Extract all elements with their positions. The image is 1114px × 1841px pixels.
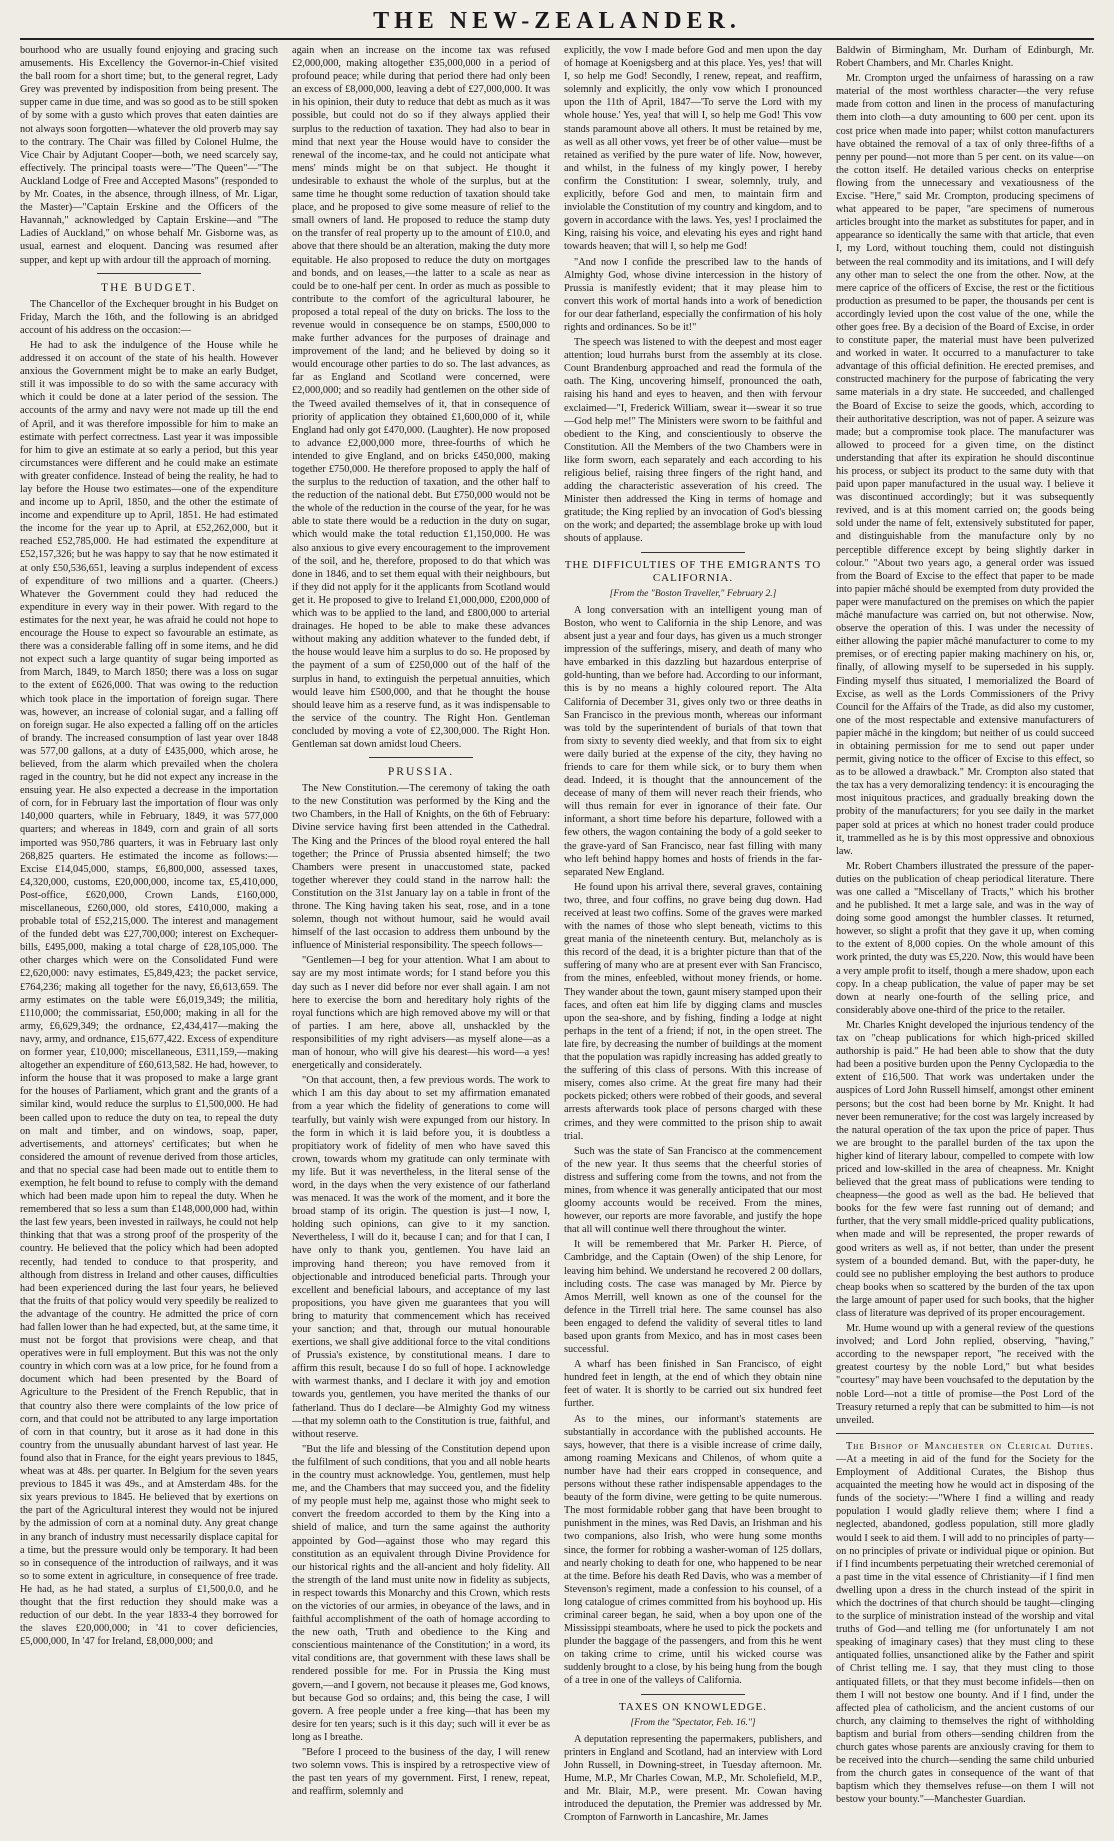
ball-report-paragraph: bourhood who are usually found enjoying and gracing such amusements. His Excellency the Governor-in-Chief visited the ball room for a short time; but, to the general regret, Lady Grey was prevented by indisposition from being present. The supper came in due time, and was so good as to be still spoken of by some with a gusto which proves that eaten dainties are not always soon forgotten—whatever the old proverb may say to the contrary. The Chair was filled by Colonel Hulme, the Vice Chair by Adjutant Cooper—both, we need scarcely say, effectively. The principal toasts were—"The Queen"—"The Auckland Lodge of Free and Accepted Masons" (responded to by Mr. Coates, in the absence, through illness, of Mr. Ligar, the Master)—"Captain Erskine and the Officers of the Havannah," acknowledged by Captain Erskine—and "The Ladies of Auckland," on whose behalf Mr. Gisborne was, as usual, earnest and eloquent. Dancing was resumed after supper, and kept up with ardour till the approach of morning. xyxy=(20,45,278,266)
emigrants-paragraph: He found upon his arrival there, several graves, containing two, three, and four coffins, no grave being dug down. Had received at least two coffins. Some of the graves were marked with the names of those who slept beneath, victims to this great mania of the nineteenth century. But, melancholy as is this record of the dead, it is a brighter picture than that of the suffering of many who are at present ever with San Francisco, from the mines, enfeebled, without money friends, or home. They wander about the town, gaunt misery stamped upon their faces, and often eat him life by digging clams and muscles upon the sea-shore, and by fishing, finding a lodge at night perhaps in the tent of a friend; if not, in the open street. The late fire, by decreasing the number of buildings at the moment that the population was rapidly increasing has added greatly to the suffering of this class of persons. With this increase of misery, comes also crime. At the great fire many had their pockets picked; others were robbed of their goods, and several arrests afterwards took place of persons charged with these crimes, and they were committed to the prison ship to await trial. xyxy=(564,881,822,1142)
prussia-paragraph: "Gentlemen—I beg for your attention. What I am about to say are my most intimate words; for I stand before you this day such as I never did before nor ever shall again. I am not here to exercise the born and hereditary holy rights of the royal functions which are high removed above my will or that of parties. I am here, above all, unshackled by the responsibilities of my right advisers—as myself alone—as a man of honour, who will give his dearest—his word—a yes! energetically and considerately. xyxy=(292,955,550,1072)
emigrants-paragraph: Such was the state of San Francisco at the commencement of the new year. It thus seems that the cheerful stories of distress and suffering come from the towns, and not from the mines, from whence it was generally anticipated that our most gloomy accounts would be received. From the mines, however, our reports are more favorable, and justify the hope that all will continue well there throughout the winter. xyxy=(564,1145,822,1236)
emigrants-source: [From the "Boston Traveller," February 2.] xyxy=(609,587,777,599)
column-4 xyxy=(836,44,1094,1834)
bishop-heading: The Bishop of Manchester on Clerical Duties. xyxy=(846,1440,1094,1452)
taxes-continued-paragraph: Mr. Robert Chambers illustrated the pressure of the paper-duties on the publication of cheap periodical literature. There was one called a "Miscellany of Tracts," which his brother and he published. It met a large sale, and was in the way of doing some good amongst the humbler classes. It returned, however, so slight a profit that they gave it up, when coming to the extent of 8,000 copies. On the whole amount of this work printed, the duty was £5,220. Now, this would have been a very ample profit to itself, though a mere shadow, upon each copy. In a cheap publication, the value of paper may be set down at nearly one-fourth of the selling price, and considerably above one-third of the price to the retailer. xyxy=(836,860,1094,1016)
budget-heading: THE BUDGET. xyxy=(101,281,197,294)
prussia-paragraph: "But the life and blessing of the Constitution depend upon the fulfilment of such conditions, that you and all noble hearts in the country must acknowledge. You, gentlemen, must help me, and the Chambers that may succeed you, and the fidelity of my people must help me, against those who might seek to convert the freedom accorded to them by the King into a shield of malice, and turn the same against the authority appointed by God—against those who may regard this constitution as an equivalent through Divine Providence for our historical rights and the all-ancient and holy fidelity. All the strength of the land must unite now in fidelity as subjects, in respect towards this Monarchy and this Crown, which rests on the victories of our armies, in obeyance of the laws, and in faithful accomplishment of the oath of homage according to the new oath, 'Truth and obedience to the King and conscientious maintenance of the Constitution;' in a word, its vital conditions are, that government with these laws shall be rendered possible for me. For in Prussia the King must govern,—and I govern, not because it pleases me, God knows, but because God so ordains; and, this being the case, I will govern. A free people under a free king—that has been my desire for ten years; such is it this day; such will it ever be as long as I breathe. xyxy=(292,1443,550,1743)
masthead-title: THE NEW-ZEALANDER. xyxy=(373,8,741,34)
budget-paragraph: The Chancellor of the Exchequer brought in his Budget on Friday, March the 16th, and the following is an abridged account of his address on the occasion:— xyxy=(20,298,278,336)
section-divider xyxy=(369,757,472,758)
taxes-continued-paragraph: Mr. Crompton urged the unfairness of harassing on a raw material of the most worthless character—the very refuse made from cotton and linen in the process of manufacturing them into cloth—a duty amounting to 600 per cent. upon its cost price when made into paper; whilst cotton manufacturers have obtained the removal of a tax of only three-fifths of a penny per pound—not more than 5 per cent. on its value—on the cotton itself. He detailed various checks on enterprise flowing from the unnecessary and vexatiousness of the Excise. "Here," said Mr. Crompton, producing specimens of what appeared to be paper, "are specimens of numerous articles brought into the market as substitutes for paper, and in appearance so identically the same with that article, that even I, my Lord, without touching them, could not distinguish between the real commodity and its imitations, and I will defy any other man to select the one from the other. Now, at the mere caprice of the officers of Excise, the rest or the fictitious production as presumed to be paper, the thousands per cent is accordingly levied upon the cost value of the one, while the other goes free. By a decision of the Board of Excise, in order to constitute paper, the material must have been pulverized and worked in water. It occurred to a manufacturer to take advantage of this official definition. He erected premises, and constructed machinery for the purpose of fabricating the very same materials in a dry state. He succeeded, and challenged the Board of Excise to seize the goods, which, according to their authoritative description, was not of paper. A seizure was made; but a compromise took place. The manufacturer was allowed to proceed for a given time, on the distinct understanding that after its expiration he should discontinue his process, or subject its product to the same duty with that paid upon paper manufactured in the usual way. I believe it was discontinued accordingly; but it was subsequently revived, and is at this moment carried on; the goods being sold under the name of felt, extensively substituted for paper, and distinguishable from the manufacture only by no perceptible difference except by being slightly darker in colour." "About two years ago, a general order was issued from the Board of Excise to the effect that paper to be made into papier mâché should be exempted from duty provided the paper were manufactured on the premises on which the papier mâché manufacture was carried on, but not otherwise. Now, observe the operation of this. I was under the necessity of either allowing the papier mâché manufacturer to come to my premises, or of erecting papier making machinery on his, or, finally, of allowing myself to be superseded in his supply. Finding myself thus situated, I memorialized the Board of Excise, as well as the Lords Commissioners of the Privy Council for the Affairs of the Trade, as did also my customer, one of the most respectable and extensive manufacturers of papier mâché in the kingdom; but neither of us could succeed in obtaining permission for me to send out paper under permit, giving notice to the officer of Excise to this effect, so as to be allowed a drawback." Mr. Crompton also stated that the tax has a very demoralizing tendency: it is encouraging the most iniquitous practices, and gradually breaking down the probity of the manufacturers; for you see daily in the market paper sold at prices at which no honest trader could produce it, trammelled as he is by this most oppressive and obnoxious law. xyxy=(836,73,1094,857)
taxes-source: [From the "Spectator, Feb. 16."] xyxy=(630,1716,756,1728)
column-2 xyxy=(292,44,550,1834)
section-divider xyxy=(97,273,200,274)
taxes-heading: TAXES ON KNOWLEDGE. xyxy=(619,1700,767,1713)
prussia-heading: PRUSSIA. xyxy=(387,766,455,779)
emigrants-paragraph: As to the mines, our informant's statements are substantially in accordance with the published accounts. He says, however, that there is a visible increase of crime daily, among roaming Mexicans and Chilenos, of whom quite a number have had their ears cropped in consequence, and persons without these rather indispensable appendages to the beauty of the form divine, were getting to be quite numerous. The most formidable robber gang that have been brought to punishment in the mines, was Red Davis, an Irishman and his two companions, also Irish, who were hung some months since, the former for robbing a washer-woman of 125 dollars, and nearly choking to death for one, who happened to be near at the time. Before his death Red Davis, who was a member of Stevenson's regiment, made a confession to his counsel, of a long catalogue of crimes committed from his boyhood up. His criminal career began, he said, when a boy upon one of the Mississippi steamboats, where he used to pick the pockets and plunder the baggage of the passengers, and from this he went on taking crime to crime, until his wicked course was suddenly brought to a close, by his being hung from the bough of a tree in one of the valleys of California. xyxy=(564,1413,822,1687)
prussia-continued-paragraph: The speech was listened to with the deepest and most eager attention; loud hurrahs burst from the assembly at its close. Count Brandenburg approached and read the formula of the oath. The King, uncovering himself, pronounced the oath, raising his hand and eyes to heaven, and then with fervour exclaimed—"I, Frederick William, swear it—swear it so true—God help me!" The Ministers were sworn to be faithful and obedient to the King, and conscientiously to observe the Constitution. All the Members of the two Chambers were in like form sworn, each separately and each according to his religious belief, raising three fingers of the right hand, and adding the characteristic asseveration of his creed. The Minister then addressed the King in terms of homage and gratitude; the King replied by an invocation of God's blessing on the work; and departed; the assemblage broke up with loud shouts of applause. xyxy=(564,337,822,545)
masthead-rule xyxy=(20,38,1094,40)
emigrants-heading: THE DIFFICULTIES OF THE EMIGRANTS TO CALIFORNIA. xyxy=(564,558,822,584)
prussia-paragraph: "On that account, then, a few previous words. The work to which I am this day about to set my affirmation emanated from a year which the fidelity of generations to come will tearfully, but vainly wish were expunged from our history. In the form in which it is laid before you, it is doubtless a propitiatory work of fidelity of men who have saved this crown, towards whom my gratitude can only terminate with my life. But it was nevertheless, in the literal sense of the word, in the days when the very existence of our fatherland was menaced. It was the work of the moment, and it bore the broad stamp of its origin. The question is just—I now, I, holding such opinions, can give to it my sanction. Nevertheless, I will do it, because I can; and for that I can, I have only to thank you, gentlemen. You have laid an improving hand thereon; you have removed from it objectionable and introduced beneficial parts. Through your excellent and beneficial labours, and acceptance of my last propositions, you have given me guarantees that you will bring to maturity that commencement which has received your sanction; and that, through our mutual honourable exertions, we shall give additional force to the vital conditions of Prussia's existence, by constitutional means. I dare to affirm this result, because I do so full of hope. I acknowledge with warmest thanks, and I declare it with joy and emotion towards you, gentlemen, you have merited the thanks of our fatherland. Thus do I declare—be Almighty God my witness—that my solemn oath to the Constitution is true, faithful, and without reserve. xyxy=(292,1075,550,1440)
taxes-paragraph: A deputation representing the papermakers, publishers, and printers in England and Scotland, had an interview with Lord John Russell, in Downing-street, in Tuesday afternoon. Mr. Hume, M.P., Mr Charles Cowan, M.P., Mr. Scholefield, M.P., and Mr. Blair, M.P., were present. Mr. Cowan having introduced the deputation, the Premier was addressed by Mr. Crompton of Farnworth in Lancashire, Mr. James xyxy=(564,1733,822,1824)
section-divider xyxy=(641,1694,744,1695)
emigrants-paragraph: It will be remembered that Mr. Parker H. Pierce, of Cambridge, and the Captain (Owen) of the ship Lenore, for leaving him behind. We understand he recovered 2 00 dollars, including costs. The case was managed by Mr. Pierce by Amos Merrill, well known as one of the counsel for the defence in the Tirrell trial here. The same counsel has also been engaged to defend the validity of several titles to land based upon grants from Mexico, and has in most cases been successful. xyxy=(564,1239,822,1356)
bishop-paragraph xyxy=(836,1440,1094,1807)
budget-paragraph: He had to ask the indulgence of the House while he addressed it on account of the state of his health. However anxious the Government might be to make an early Budget, still it was impossible to do so with the same accuracy with which it could be done at a later period of the session. The accounts of the army and navy were not made up till the end of April, and it was therefore impossible for him to make an estimate with perfect correctness. Last year it was impossible for him to give an estimate at so early a period, but this year circumstances were different and he could make an estimate with greater confidence. Instead of being the reality, he had to lay before the House two estimates—one of the expenditure and income up to April, 1850, and the other the estimate of income and expenditure up to April, 1851. He had estimated the income for the year up to April, at £52,262,000, but it reached £52,785,000. He had estimated the expenditure at £52,157,326; but he was happy to say that he now estimated it at only £50,536,651, leaving a surplus independent of excess of expenditure of two millions and a quarter. (Cheers.) Whatever the Government could they had reduced the expenditure in every way in their power. With regard to the estimates for the next year, he was afraid he could not hope to encourage the House to expect so favourable an estimate, as there was a considerable falling off in some items, and he did not expect such a large quantity of sugar being imported as from March, 1849, to March 1850; there was a loss on sugar to the extent of £626,000. That was owing to the reduction which took place in the importation of foreign sugar. There was, however, an increase of colonial sugar, and a falling off on foreign sugar. He also expected a falling off on the articles of brandy. The increased consumption of last year over 1848 was 577,00 gallons, at a duty of £435,000, which arose, he believed, from the alarm which prevailed when the cholera raged in the country, but he did not expect any increase in the ensuing year. He also expected a decrease in the importation of corn, for in February last the importation of flour was only 140,000 quarters, while in February, 1849, it was 577,000 quarters; and whereas in 1849, corn and grain of all sorts imported was 950,786 quarters, it was in February last only 268,825 quarters. He estimated the income as follows:—Excise £14,045,000, stamps, £6,800,000, assessed taxes, £4,320,000, customs, £20,000,000, income tax, £5,410,000, Post-office, £620,000, Crown Lands, £160,000, miscellaneous, £260,000, old stores, £410,000, making a probable total of £52,215,000. The interest and management of the funded debt was £27,700,000; interest on Exchequer-bills, £495,000, making a total charge of £28,105,000. The other charges which were on the Consolidated Fund were £2,620,000: navy estimates, £5,849,423; the packet service, £764,236; making all together for the navy, £6,613,659. The army estimates on the table were £6,019,349; the militia, £110,000; the commissariat, £50,000; making in all for the army, £6,629,349; the ordnance, £2,434,417—making the navy, army, and ordnance, £15,677,422. Excess of expenditure on former year, £10,000; miscellaneous, £311,159,—making altogether an expenditure of £60,613,582. He had, however, to inform the house that it was proposed to make a large grant for the houses of Parliament, which grant and the grants of a similar kind, would reduce the surplus to £1,500,000. He had been called upon to reduce the duty on tea, to repeal the duty on malt and timber, and on windows, soap, paper, advertisements, and attorneys' certificates; but when he considered the amount of revenue derived from those articles, and that no special case had been made out to entitle them to exemption, he felt bound to refuse to comply with the demand which had been made upon him to repeal the duty. When he remembered that so less a sum than £148,000,000 had, within the last few years, been invested in railways, he could not help thinking that that was a strong proof of the prosperity of the country. He believed that the policy which had been adopted recently, had tended to conduce to that prosperity, and although from distress in Ireland and other causes, difficulties had been experienced during the last four years, he believed that the fruits of that policy would very speedily be realized to the advantage of the country. He admitted the price of corn had fallen lower than he had expected, but, at the same time, it must not be forgot that provisions were cheap, and that operatives were in full employment. But this was not the only country in which corn was at a low price, for he found from a document which had been presented by the Board of Agriculture to the President of the French Republic, that in that country also there were complaints of the low price of corn, and that could not be attributed to any large importation of corn in that country, but it arose as it had done in this country from the unusually abundant harvest of last year. He found also that in France, for the eight years previous to 1845, wheat was at 48s. per quarter. In Belgium for the seven years previous to 1845 it was 49s., and at Amsterdam 48s. for the six years previous to 1845. He believed that by exertions on the part of the Agricultural interest they would not be injured by the admission of corn at a nominal duty. Any great change in any branch of industry must necessarily displace capital for a time, but the pressure would only be temporary. It had been so in consequence of the introduction of railways, and it was so to some extent in agriculture, in consequence of free trade. He had, as he had stated, a surplus of £1,500,0.0, and he thought that the first reduction they should make was a reduction of our debt. In the year 1833-4 they borrowed for the slaves £20,000,000; in '41 to cover deficiencies, £5,000,000, In '47 for Ireland, £8,000,000; and xyxy=(20,339,278,1648)
prussia-continued-paragraph: explicitly, the vow I made before God and men upon the day of homage at Koenigsberg and at this place. Yes, yes! that will I, so help me God! Secondly, I renew, repeat, and reaffirm, solemnly and explicitly, the only vow which I pronounced upon the 11th of April, 1847—'To serve the Lord with my whole house.' Yes, yea! that will I, so help me God! This vow stands paramount above all others. It must be retained by me, as well as all other vows, yet freer be of other value—must be retained as verified by the pure water of life. Now, however, and whilst, in the fulness of my kingly power, I hereby confirm the Constitution: I swear, solemnly, truly, and explicitly, before God and men, to maintain firm and inviolable the Constitution of my country and kingdom, and to govern in accordance with the laws. Yes, yes! I proclaimed the King, raising his voice, and elevating his eyes and right hand towards heaven; that will I, so help me God! xyxy=(564,45,822,253)
columns xyxy=(20,44,1094,1834)
section-divider xyxy=(836,1433,1094,1434)
prussia-paragraph: The New Constitution.—The ceremony of taking the oath to the new Constitution was performed by the King and the two Chambers, in the Hall of Knights, on the 6th of February: Divine service having first been attended in the Cathedral. The King and the Princes of the blood royal entered the hall together; the Prince of Prussia absented himself; the two Chambers were present in unaccustomed state, packed together wherever they could stand in the narrow hall: the Constitution on the 31st January lay on a table in front of the throne. The King having taken his seat, rose, and in a tone solemn, though not without humour, said he would avail himself of the last occasion to address them unbound by the influence of Ministerial responsibility. The speech follows— xyxy=(292,783,550,952)
section-divider xyxy=(641,552,744,553)
bishop-text: —At a meeting in aid of the fund for the Society for the Employment of Additional Curates, the Bishop thus acquainted the meeting how he would act in disposing of the funds of the society:—"Where I find a willing and ready population I would gladly relieve them; where I find a neglected, abandoned, godless population, still more gladly would I seek to aid them. I will add to no principles of party—on no principles of private or individual pique or opinion. But if I find incumbents perpetuating their wretched ceremonial of a past time in the vital essence of Christianity—if I find men dwelling upon a dress in the church instead of the spirit in which the doctrines of that church should be taught—clinging to the surplice of ministration instead of the worship and vital truths of God—and telling me (for unfortunately I am not speaking of imaginary cases) that they must cling to these antiquated follies, unsanctioned alike by the Father and spirit of Christ telling me. I say, that they must cling to those antiquated fillets, or that they must become infidels—then on them I will not bestow one bounty. And if I find, under the affected plea of catholicism, and the ancient customs of our church, any claiming to themselves the right of withholding baptism and burial from others—sending children from the church gates whose parents are anxiously craving for them to be received into the church—sending the same child unburied from the church gates in consequence of the want of that baptism which they themselves refuse—on them I will not bestow your bounty."—Manchester Guardian. xyxy=(836,1453,1094,1806)
column-1 xyxy=(20,44,278,1834)
taxes-continued-paragraph: Mr. Charles Knight developed the injurious tendency of the tax on "cheap publications for which high-priced skilled authorship is paid." He had been able to show that the duty had been a positive burden upon the Penny Cyclopædia to the extent of £16,500. That work was undertaken under the auspices of Lord John Russell himself, amongst other eminent persons; but the cost had been borne by Mr. Knight. It had never been remunerative; for the cost was largely increased by the natural operation of the tax upon the price of paper. Thus we are brought to the parallel burden of the tax upon the higher kind of literary labour, compelled to compete with low priced and low-skilled in the area of cheapness. Mr. Knight believed that the great mass of publications were tending to cheapness—the good as well as the bad. He believed that books for the few were fast running out of demand; and further, that the very small middle-priced quality publications, when made and will be represented, the proper rewards of good writers as well as, if not better, than under the present system of a bounded demand. But, with the paper-duty, he could see no publisher employing the best authors to produce cheap books when so scattered by the burden of the tax upon the large amount of paper used for such books, that the higher class of literature was deprived of its proper encouragement. xyxy=(836,1019,1094,1319)
emigrants-paragraph: A long conversation with an intelligent young man of Boston, who went to California in the ship Lenore, and was absent just a year and four days, has given us a much stronger impression of the sufferings, misery, and death of many who have embarked in this dazzling but hazardous enterprise of gold-hunting, than we before had. According to our informant, this is by no means a highly coloured report. The Alta California of December 31, gives only two or three deaths in San Francisco in the previous month, whereas our informant was told by the superintendent of burials of that town that from sixty to seventy died weekly, and that from six to eight were daily buried at the expense of the city, they having no friends to care for them while sick, or to bury them when dead. Indeed, it is thought that the announcement of the decease of many of them will never reach their friends, who will thus remain for ever in ignorance of their fate. Our informant, a short time before his departure, followed with a few others, the wagon containing the body of a gold seeker to the grave-yard of San Francisco, near fast filling with many who left behind happy homes and hosts of friends in the far-separated New England. xyxy=(564,604,822,878)
taxes-continued-paragraph: Mr. Hume wound up with a general review of the questions involved; and Lord John replied, observing, "having," according to the newspaper report, "he received with the greatest courtesy by the noble Lord," but what besides "courtesy" may have been vouchsafed to the deputation by the noble Lord—not a tittle of promise—the Post Lord of the Treasury returned a reply that can be submitted to him—is not unveiled. xyxy=(836,1323,1094,1426)
taxes-continued-paragraph: Baldwin of Birmingham, Mr. Durham of Edinburgh, Mr. Robert Chambers, and Mr. Charles Knight. xyxy=(836,45,1094,70)
prussia-continued-paragraph: "And now I confide the prescribed law to the hands of Almighty God, whose divine intercession in the history of Prussia is manifestly evident; that it may please him to convert this work of mortal hands into a work of benediction for our dear fatherland, especially the confirmation of his holy rights and ordinances. So be it!" xyxy=(564,256,822,333)
prussia-paragraph: "Before I proceed to the business of the day, I will renew two solemn vows. This is inspired by a retrospective view of the past ten years of my government. First, I renew, repeat, and reaffirm, solemnly and xyxy=(292,1747,550,1798)
emigrants-paragraph: A wharf has been finished in San Francisco, of eight hundred feet in length, at the end of which they obtain nine feet of water. It is shortly to be carried out six hundred feet further. xyxy=(564,1359,822,1410)
column-3 xyxy=(564,44,822,1834)
budget-continued-paragraph: again when an increase on the income tax was refused £2,000,000, making altogether £35,000,000 in a period of profound peace; while during that period there had only been an excess of £8,000,000, leaving a debt of £27,000,000. It was in his opinion, their duty to reduce that debt as much as it was possible, but could not do so if they always applied their surplus to the reduction of taxation. They had also to bear in mind that next year the House would have to consider the renewal of the income-tax, and he could not anticipate what mens' minds might be on that subject. He thought it undesirable to exhaust the whole of the surplus, but at the same time he thought some reduction of taxation should take place, and he proposed to give some measure of relief to the small owners of land. He proposed to reduce the stamp duty on the transfer of real property up to the amount of £10.0, and above that there should be an alteration, making the duty more equitable. He also proposed to reduce the duty on mortgages and bonds, and on leases,—the latter to a scale as near as could be to one-half per cent. In order as much as possible to contribute to the comfort of the agricultural labourer, he proposed a total repeal of the duty on bricks. The loss to the revenue would in consequence be on stamps, £500,000 to make further advances for the purposes of drainage and improvement of the land; and he believed by doing so it would encourage other parties to do so. The last advances, as far as England and Scotland were concerned, were £2,000,000; and so readily had gentlemen on the other side of the Tweed availed themselves of it, that in consequence of priority of application they obtained £1,600,000 of it, while England had only got £470,000. (Laughter). He now proposed to advance £2,000,000 more, three-fourths of which he intended to give England, and on bricks £450,000, making together £750,000. He therefore proposed to apply the half of the surplus to the reduction of taxation, and the other half to the reduction of the national debt. But £750,000 would not be the whole of the reduction in the course of the year, for he was able to state there would be a reduction in the duty on sugar, which would make the total reduction £1,150,000. He was also anxious to give every encouragement to the improvement of the soil, and he, therefore, proposed to do that which was done in 1846, and to set them equal with their neighbours, but if they did not apply for it the applicants from Scotland would get it. He proposed to give to Ireland £1,000,000, £200,000 of which was to be applied to the land, and £800,000 to arterial drainages. He hoped to be able to make these advances without making any addition whatever to the funded debt, if the house would leave him a surplus to do so. He proposed by the payment of a sum of £250,000 out of the half of the surplus in hand, to extinguish the perpetual annuities, which would leave him £500,000, and that he thought the house should leave him as a reserve fund, as it was indispensable to the service of the country. The Right Hon. Gentleman concluded by moving a vote of £2,300,000. The Right Hon. Gentleman sat down amidst loud Cheers. xyxy=(292,45,550,750)
